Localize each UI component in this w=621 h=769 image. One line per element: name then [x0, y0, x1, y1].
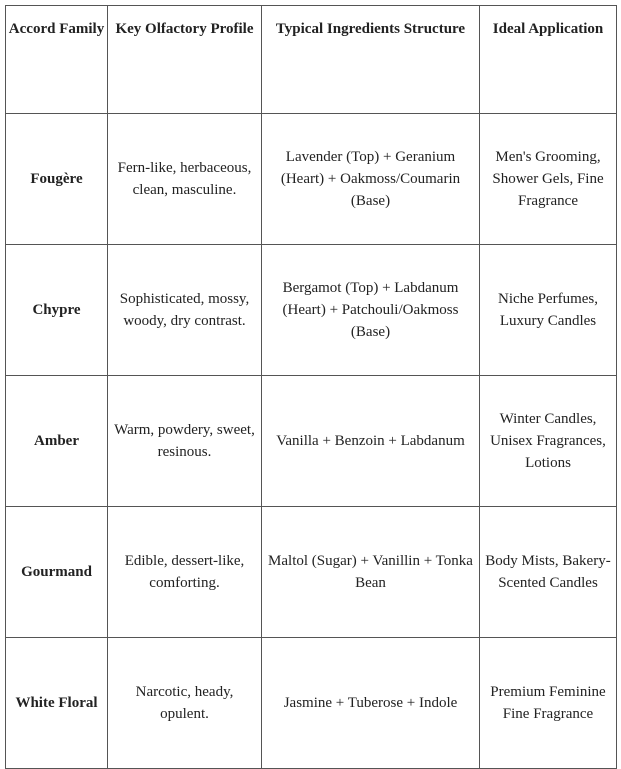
cell-accord-family: Fougère [6, 114, 108, 245]
cell-ideal-application: Men's Grooming, Shower Gels, Fine Fragrance [480, 114, 617, 245]
header-ideal-application: Ideal Application [480, 6, 617, 114]
cell-accord-family: Gourmand [6, 507, 108, 638]
accord-family-table [5, 5, 617, 769]
cell-ingredients-structure: Jasmine + Tuberose + Indole [262, 638, 480, 769]
table-row [6, 507, 617, 638]
cell-ideal-application: Premium Feminine Fine Fragrance [480, 638, 617, 769]
cell-ingredients-structure: Maltol (Sugar) + Vanillin + Tonka Bean [262, 507, 480, 638]
cell-ingredients-structure: Bergamot (Top) + Labdanum (Heart) + Patchouli/Oakmoss (Base) [262, 245, 480, 376]
cell-olfactory-profile: Narcotic, heady, opulent. [108, 638, 262, 769]
table-header-row [6, 6, 617, 114]
cell-ingredients-structure: Lavender (Top) + Geranium (Heart) + Oakmoss/Coumarin (Base) [262, 114, 480, 245]
cell-accord-family: Amber [6, 376, 108, 507]
cell-accord-family: White Floral [6, 638, 108, 769]
table-row [6, 245, 617, 376]
table-row [6, 638, 617, 769]
cell-olfactory-profile: Edible, dessert-like, comforting. [108, 507, 262, 638]
cell-ideal-application: Niche Perfumes, Luxury Candles [480, 245, 617, 376]
cell-olfactory-profile: Sophisticated, mossy, woody, dry contrast. [108, 245, 262, 376]
cell-ideal-application: Body Mists, Bakery-Scented Candles [480, 507, 617, 638]
table-row [6, 376, 617, 507]
table-row [6, 114, 617, 245]
accord-table-container [5, 5, 617, 769]
cell-olfactory-profile: Warm, powdery, sweet, resinous. [108, 376, 262, 507]
header-key-olfactory-profile: Key Olfactory Profile [108, 6, 262, 114]
header-accord-family: Accord Family [6, 6, 108, 114]
cell-ingredients-structure: Vanilla + Benzoin + Labdanum [262, 376, 480, 507]
cell-ideal-application: Winter Candles, Unisex Fragrances, Lotions [480, 376, 617, 507]
cell-accord-family: Chypre [6, 245, 108, 376]
header-typical-ingredients-structure: Typical Ingredients Structure [262, 6, 480, 114]
cell-olfactory-profile: Fern-like, herbaceous, clean, masculine. [108, 114, 262, 245]
